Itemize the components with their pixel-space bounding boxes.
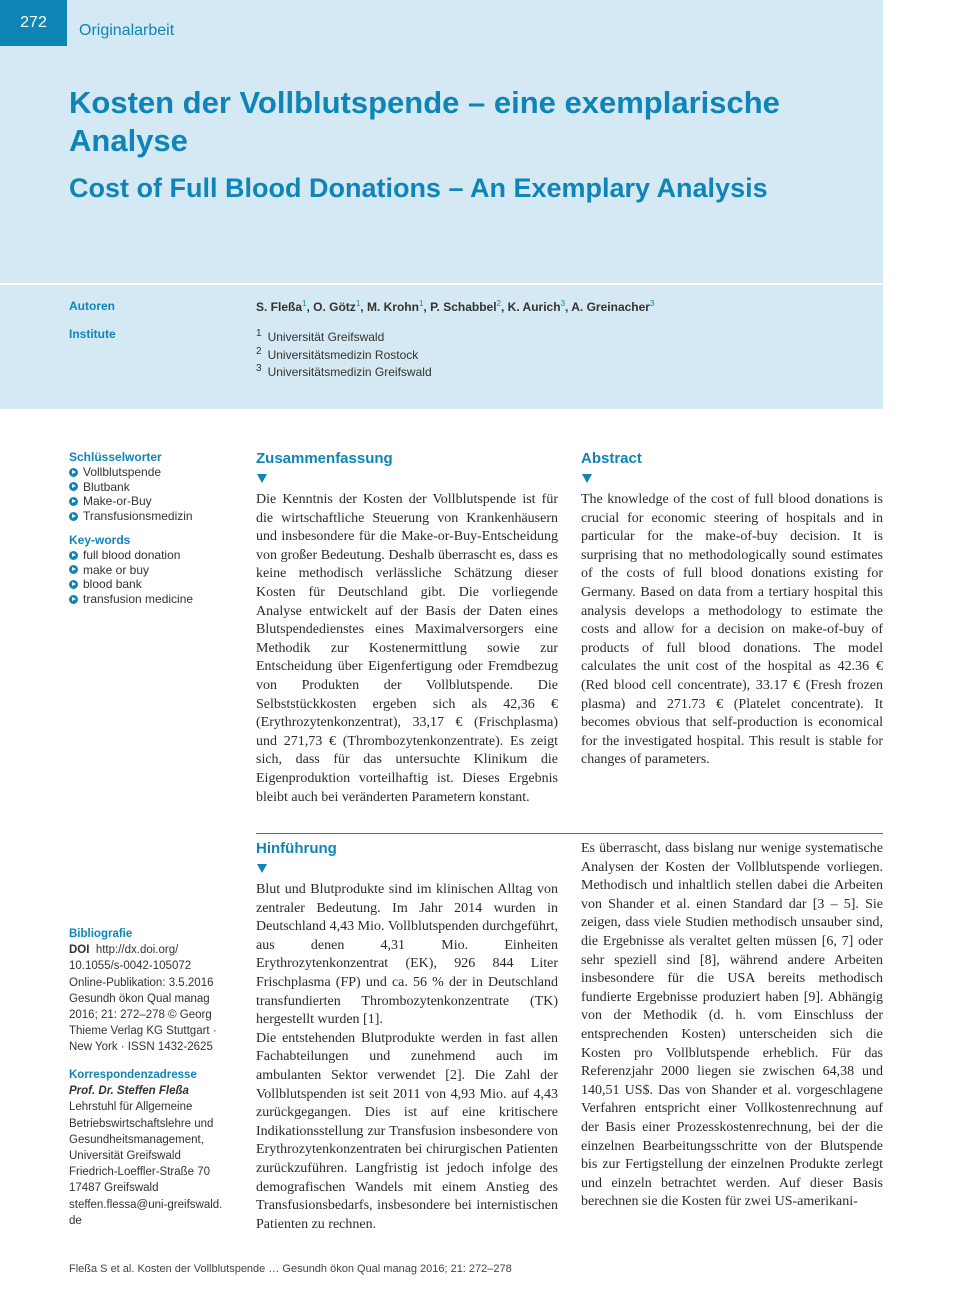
keyword-item: transfusion medicine bbox=[69, 592, 249, 607]
play-bullet-icon bbox=[69, 497, 78, 506]
play-bullet-icon bbox=[69, 565, 78, 574]
correspondence-heading: Korrespondenzadresse bbox=[69, 1069, 197, 1081]
keyword-item: Make-or-Buy bbox=[69, 494, 249, 509]
bibliography-heading: Bibliografie bbox=[69, 928, 133, 940]
abstract-section bbox=[581, 450, 883, 770]
keywords-de-heading: Schlüsselworter bbox=[69, 450, 162, 464]
keyword-item: Vollblutspende bbox=[69, 465, 249, 480]
bibliography-line: Thieme Verlag KG Stuttgart · bbox=[69, 1025, 217, 1038]
page-footer: Fleßa S et al. Kosten der Vollblutspende … Gesundh ökon Qual manag 2016; 21: 272–278 bbox=[69, 1263, 512, 1275]
abstract-text: The knowledge of the cost of full blood donations is crucial for economic steering of hospitals and in particular for the make-of-buy decision. It is surprising that no methodologically sound estimates of the costs of full blood donations existing for Germany. Based on data from a tertiary hospital this analysis develops a methodology to estimate the costs and allow for a decision on make-of-buy of products of full blood donations. The model calculates the unit cost of the hospital as 42.36 € (Red blood cell concentrate), 33.17 € (Fresh frozen plasma) and 271.73 € (Platelet concentrate). It becomes obvious that self-production is economical for the investigated hospital. This result is stable for changes of parameters. bbox=[581, 492, 883, 768]
email-line[interactable]: steffen.flessa@uni-greifswald. bbox=[69, 1198, 223, 1211]
section-divider bbox=[256, 833, 883, 834]
author: P. Schabbel$^2$ bbox=[430, 299, 501, 314]
bibliography-block bbox=[69, 926, 239, 1056]
address-line: 17487 Greifswald bbox=[69, 1182, 159, 1195]
zusammenfassung-section bbox=[256, 450, 558, 807]
keyword-item: blood bank bbox=[69, 577, 249, 592]
triangle-down-icon bbox=[257, 474, 267, 483]
bibliography-line: 2016; 21: 272–278 © Georg bbox=[69, 1009, 212, 1022]
section-label: Originalarbeit bbox=[79, 22, 175, 39]
address-line: Gesundheitsmanagement, bbox=[69, 1133, 204, 1146]
author: O. Götz$^1$ bbox=[313, 299, 361, 314]
triangle-down-icon bbox=[582, 474, 592, 483]
author: A. Greinacher$^3$ bbox=[571, 299, 655, 314]
keyword-item: Transfusionsmedizin bbox=[69, 509, 249, 524]
abstract-heading: Abstract bbox=[581, 450, 642, 467]
author: K. Aurich$^3$ bbox=[507, 299, 566, 314]
keyword-item: full blood donation bbox=[69, 548, 249, 563]
institute-item: $^2$ Universitätsmedizin Rostock bbox=[256, 345, 419, 362]
play-bullet-icon bbox=[69, 580, 78, 589]
bibliography-line: 10.1055/s-0042-105072 bbox=[69, 960, 192, 973]
article-title-en: Cost of Full Blood Donations – An Exemplary Analysis bbox=[69, 173, 768, 203]
bibliography-line: Online-Publikation: 3.5.2016 bbox=[69, 976, 214, 989]
author: M. Krohn$^1$ bbox=[366, 299, 424, 314]
hinfuehrung-section bbox=[256, 840, 558, 1234]
address-line: Betriebswirtschaftslehre und bbox=[69, 1117, 214, 1130]
right-body-column bbox=[581, 840, 883, 1212]
keyword-item: make or buy bbox=[69, 563, 249, 578]
header-separator bbox=[0, 283, 883, 285]
zusammenfassung-text: Die Kenntnis der Kosten der Vollblutspende ist für die wirtschaftliche Steuerung von Krankenhäusern und insbesondere für die Make-or-Buy-Entscheidung von großer Bedeutung. Deshalb überrascht es, dass es keine methodisch verlässliche Schätzung dieser Kosten für Deutschland gibt. Die vorliegende Analyse entwickelt auf der Basis der Daten eines Blutspendedienstes eines Maximalversorgers eine Methodik zur Kostenermittlung sowie zur Entscheidung über Eigenfertigung oder Fremdbezug von Produkten der Vollblutspende. Die Selbststückkosten ergeben sich als 42,36 € (Erythrozytenkonzentrat), 33,17 € (Frischplasma) und 271,73 € (Thrombozytenkonzentrate). Es zeigt sich, dass für das untersuchte Klinikum die Eigenproduktion vorteilhaftig ist. Dieses Ergebnis bleibt auch bei veränderten Parametern konstant. bbox=[256, 492, 558, 805]
institute-list bbox=[256, 327, 432, 380]
address-line: Friedrich-Loeffler-Straße 70 bbox=[69, 1166, 211, 1179]
correspondence-name: Prof. Dr. Steffen Fleßa bbox=[69, 1085, 189, 1098]
play-bullet-icon bbox=[69, 512, 78, 521]
article-title-de: Kosten der Vollblutspende – eine exemplarische Analyse bbox=[69, 85, 780, 158]
play-bullet-icon bbox=[69, 595, 78, 604]
doi-line: DOI http://dx.doi.org/ bbox=[69, 944, 179, 957]
body-paragraph: Blut und Blutprodukte sind im klinischen Alltag von zentraler Bedeutung. Im Jahr 2014 wurden in Deutschland 4,43 Mio. Vollblutspenden durchgeführt, aus denen 4,31 Mio. Einheiten Erythrozytenkonzentrat (EK), 926 844 Liter Frischplasma (FP) und ca. 56 % der in Deutschland transfundierten Thrombozytenkonzentrate (TK) hergestellt wurden [1]. bbox=[256, 882, 558, 1028]
keywords-en-heading: Key-words bbox=[69, 532, 131, 547]
address-line: Lehrstuhl für Allgemeine bbox=[69, 1101, 193, 1114]
authors-label: Autoren bbox=[69, 299, 115, 313]
institute-item: $^1$ Universität Greifswald bbox=[256, 328, 385, 344]
body-paragraph: Es überrascht, dass bislang nur wenige systematische Analysen der Kosten der Vollblutspende vorliegen. Methodisch und inhaltlich stellen dabei die Arbeiten von Shander et al. einen Standard dar [3 – 5]. Sie zeigen, dass viele Studien methodisch unsauber sind, die Ergebnisse als veraltet gelten müssen [6, 7] oder sehr speziell sind [8], während andere Arbeiten insbesondere für die USA bereits methodisch fundierte Ergebnisse produziert haben [9]. Abhängig von der Methodik (d. h. vom Einschluss der entsprechenden Kosten) unterscheiden sich die Kosten pro Vollblutspende erheblich. Für das Referenzjahr 2000 liegen sie zwischen 64,38 und 140,51 US$. Das von Shander et al. vorgeschlagene Verfahren entspricht einer Vollkostenrechnung auf der Basis einer Prozesskostenrechnung, bei der die einzelnen Bearbeitungsschritte von der Blutspende bis zur Fertigstellung der einzelnen Produkte zerlegt und einzeln betrachtet werden. Auf dieser Basis berechnen sie die Kosten für zwei US-amerikani- bbox=[581, 841, 883, 1210]
institute-item: $^3$ Universitätsmedizin Greifswald bbox=[256, 363, 432, 379]
body-paragraph: Die entstehenden Blutprodukte werden in fast allen Fachabteilungen und zunehmend auch im ambulanten Sektor verwendet [2]. Die Zahl der Vollblutspenden ist seit 2011 von 4,93 Mio. auf 4,43 zurückgegangen. Dies ist auf eine kritischere Indikationsstellung zur Transfusion insbesondere von Erythrozytenkonzentraten bei chirurgischen Patienten zurückzuführen. Langfristig ist jedoch infolge des demografischen Wandels mit einem Anstieg des Transfusionsbedarfs, insbesondere bei internistischen Patienten zu rechnen. bbox=[256, 1030, 558, 1232]
play-bullet-icon bbox=[69, 468, 78, 477]
bibliography-line: Gesundh ökon Qual manag bbox=[69, 992, 210, 1005]
zusammenfassung-heading: Zusammenfassung bbox=[256, 450, 393, 467]
keywords-sidebar bbox=[69, 450, 249, 616]
author: S. Fleßa$^1$ bbox=[256, 299, 307, 314]
hinfuehrung-heading: Hinführung bbox=[256, 840, 337, 857]
keywords-de-list bbox=[69, 465, 249, 524]
email-line[interactable]: de bbox=[69, 1214, 82, 1227]
keyword-item: Blutbank bbox=[69, 480, 249, 495]
keywords-en-list bbox=[69, 548, 249, 607]
bibliography-line: New York · ISSN 1432-2625 bbox=[69, 1041, 213, 1054]
address-line: Universität Greifswald bbox=[69, 1150, 181, 1163]
author-list: S. Fleßa$^1$, O. Götz$^1$, M. Krohn$^1$, P. Schabbel$^2$, K. Aurich$^3$, A. Greinacher$^3$ bbox=[256, 299, 655, 314]
institutes-label: Institute bbox=[69, 327, 116, 341]
play-bullet-icon bbox=[69, 482, 78, 491]
correspondence-block bbox=[69, 1067, 239, 1229]
page-number: 272 bbox=[0, 0, 67, 46]
triangle-down-icon bbox=[257, 864, 267, 873]
play-bullet-icon bbox=[69, 551, 78, 560]
